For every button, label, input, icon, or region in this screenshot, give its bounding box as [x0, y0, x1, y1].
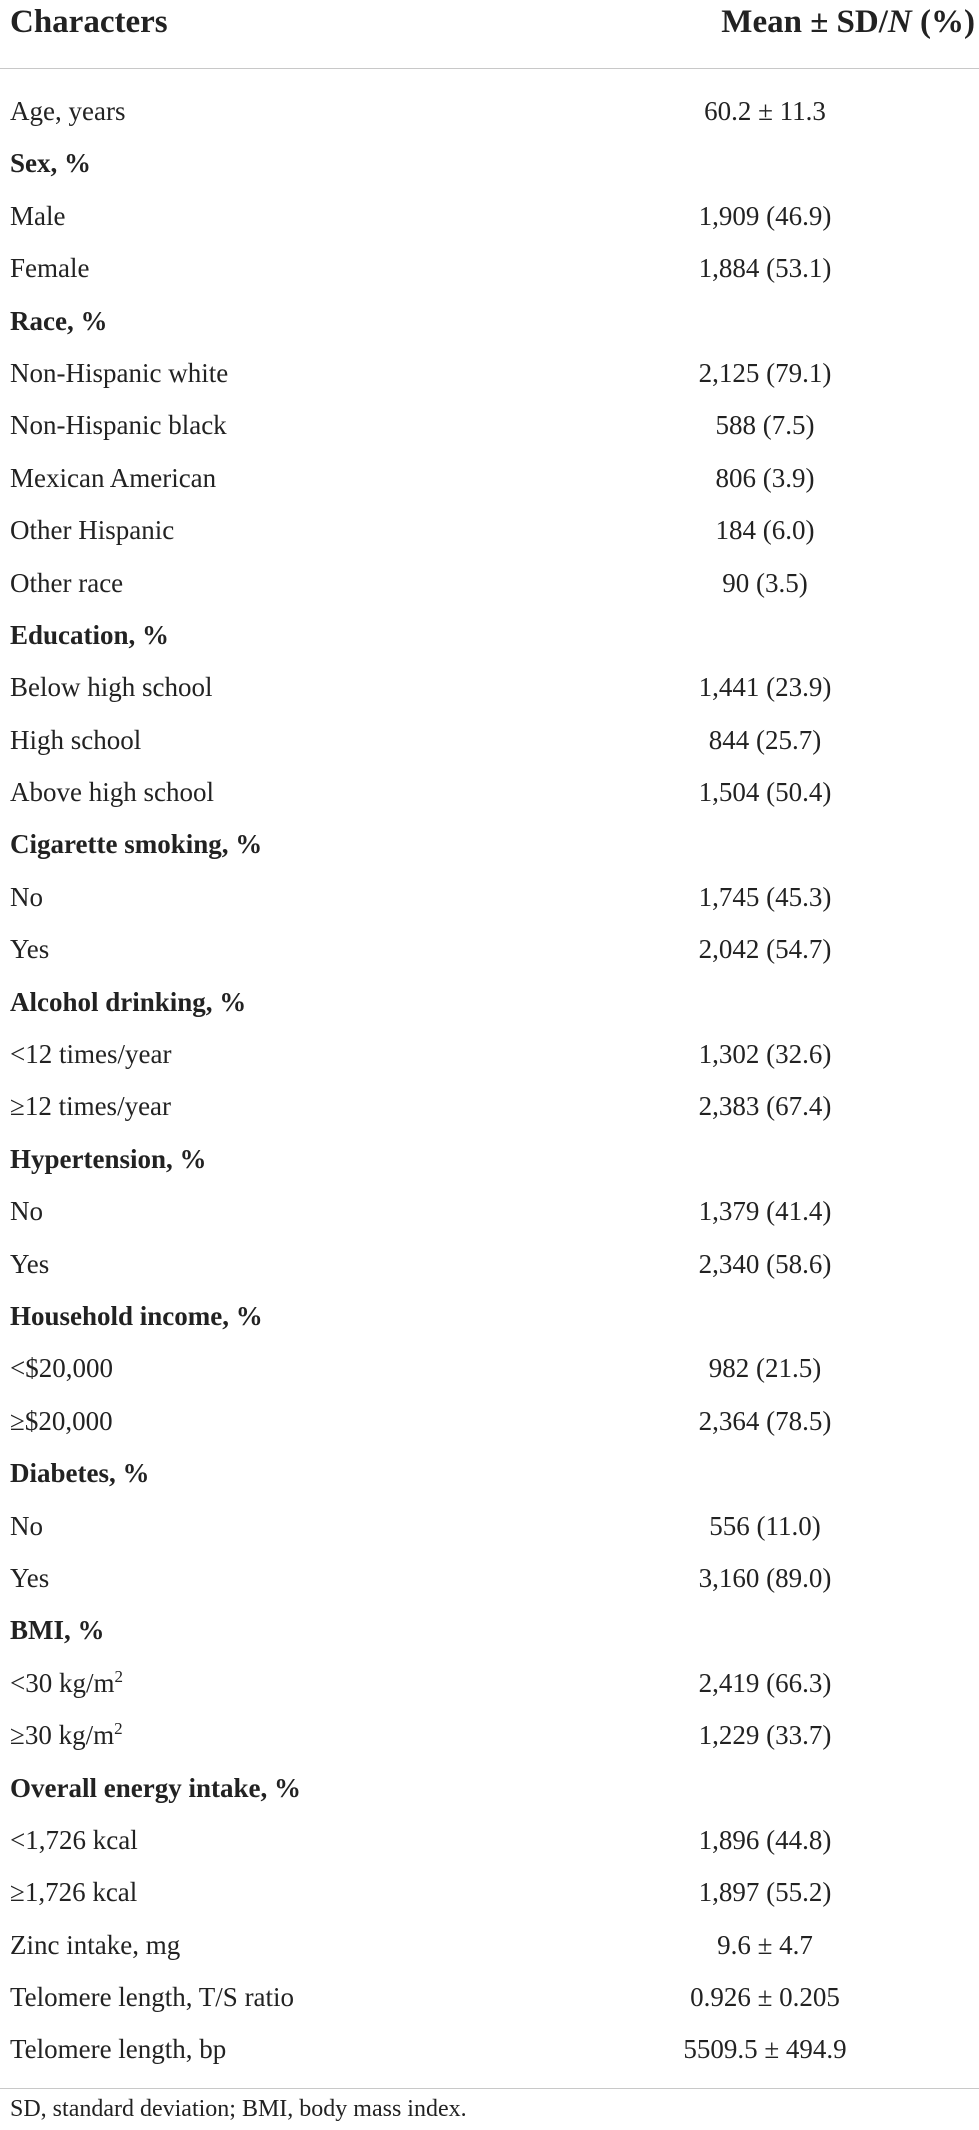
row-label-text: No — [10, 1510, 43, 1541]
section-heading-label — [10, 1458, 149, 1489]
row-value: 2,340 (58.6) — [698, 1248, 832, 1279]
table-row — [0, 929, 979, 981]
row-label — [10, 1511, 43, 1542]
row-label-text: Education, % — [10, 619, 170, 650]
section-heading-row — [0, 1610, 979, 1662]
row-value: 2,125 (79.1) — [698, 357, 832, 388]
row-label — [10, 1720, 123, 1751]
row-value: 184 (6.0) — [715, 515, 815, 546]
table-row — [0, 1977, 979, 2029]
row-label-text: <1,726 kcal — [10, 1824, 138, 1855]
table-row — [0, 772, 979, 824]
section-heading-row — [0, 824, 979, 876]
table-row — [0, 1558, 979, 1610]
row-value: 0.926 ± 0.205 — [690, 1982, 840, 2013]
row-value: 1,897 (55.2) — [698, 1877, 832, 1908]
row-value: 3,160 (89.0) — [698, 1562, 832, 1593]
row-label-text: Sex, % — [10, 148, 91, 179]
table-row — [0, 2029, 979, 2081]
row-label — [10, 1039, 171, 1070]
table-row — [0, 91, 979, 143]
table-row — [0, 196, 979, 248]
table-row — [0, 1244, 979, 1296]
table-row — [0, 667, 979, 719]
superscript: 2 — [114, 1719, 123, 1739]
row-label-text: Other Hispanic — [10, 515, 175, 546]
section-heading-row — [0, 1453, 979, 1505]
table-row — [0, 1820, 979, 1872]
row-label-text: Telomere length, T/S ratio — [10, 1982, 295, 2013]
row-label-text: ≥30 kg/m — [10, 1720, 115, 1751]
row-label-text: Zinc intake, mg — [10, 1929, 181, 1960]
row-value: 982 (21.5) — [708, 1353, 822, 1384]
row-value: 9.6 ± 4.7 — [717, 1929, 813, 1960]
table-row — [0, 1925, 979, 1977]
row-value: 60.2 ± 11.3 — [704, 96, 826, 126]
row-label — [10, 1668, 123, 1699]
table-row — [0, 1506, 979, 1558]
row-label-text: BMI, % — [10, 1615, 105, 1646]
section-heading-label — [10, 620, 169, 651]
table-row — [0, 1191, 979, 1243]
section-heading-row — [0, 301, 979, 353]
row-label — [10, 2034, 226, 2065]
section-heading-row — [0, 143, 979, 195]
row-label-text: Below high school — [10, 672, 213, 703]
row-label — [10, 777, 214, 808]
row-value: 1,229 (33.7) — [698, 1720, 832, 1751]
row-value: 2,383 (67.4) — [698, 1091, 832, 1122]
header-mean-sd — [721, 4, 975, 41]
superscript: 2 — [114, 1666, 123, 1686]
row-value: 588 (7.5) — [715, 410, 815, 441]
row-label-text: Diabetes, % — [10, 1458, 150, 1489]
row-label — [10, 672, 213, 703]
row-value: 1,896 (44.8) — [698, 1824, 832, 1855]
section-heading-label — [10, 987, 246, 1018]
row-label-text: <$20,000 — [10, 1353, 113, 1384]
header-characters: Characters — [10, 4, 168, 40]
row-label — [10, 725, 141, 756]
table-row — [0, 720, 979, 772]
row-label — [10, 1196, 43, 1227]
row-value: 1,302 (32.6) — [698, 1039, 832, 1070]
row-label-text: <12 times/year — [10, 1039, 172, 1070]
table-row — [0, 1872, 979, 1924]
row-label-text: Hypertension, % — [10, 1143, 207, 1174]
table-row — [0, 458, 979, 510]
table-row — [0, 405, 979, 457]
row-label — [10, 882, 43, 913]
section-heading-row — [0, 1139, 979, 1191]
table-row — [0, 1348, 979, 1400]
row-value: 556 (11.0) — [709, 1510, 821, 1541]
row-label — [10, 1825, 138, 1856]
table-row — [0, 248, 979, 300]
row-label-text: Cigarette smoking, % — [10, 829, 263, 860]
row-label-text: Household income, % — [10, 1300, 263, 1331]
table-footnote: SD, standard deviation; BMI, body mass index. — [10, 2096, 467, 2122]
section-heading-row — [0, 982, 979, 1034]
row-label — [10, 934, 49, 965]
row-label-text: No — [10, 1196, 43, 1227]
row-label-text: ≥1,726 kcal — [10, 1877, 138, 1908]
header-mean-sd-suffix: (%) — [911, 4, 975, 40]
section-heading-row — [0, 615, 979, 667]
row-label-text: Yes — [10, 1248, 50, 1279]
row-label — [10, 253, 89, 284]
row-value: 1,441 (23.9) — [698, 672, 832, 703]
table-row — [0, 1715, 979, 1767]
row-label — [10, 358, 228, 389]
row-label — [10, 1563, 49, 1594]
row-label — [10, 410, 227, 441]
table-row — [0, 1086, 979, 1138]
row-value: 90 (3.5) — [722, 567, 808, 598]
row-label-text: Alcohol drinking, % — [10, 986, 247, 1017]
section-heading-label — [10, 1615, 105, 1646]
row-value: 5509.5 ± 494.9 — [683, 2034, 847, 2065]
table-row — [0, 510, 979, 562]
row-label — [10, 1877, 137, 1908]
row-label — [10, 1406, 113, 1437]
row-label-text: Female — [10, 253, 90, 284]
section-heading-label — [10, 1144, 207, 1175]
row-label-text: Non-Hispanic white — [10, 357, 229, 388]
row-label-text: Above high school — [10, 777, 214, 808]
row-label — [10, 1353, 113, 1384]
row-label-text: No — [10, 881, 43, 912]
row-label — [10, 96, 125, 127]
table-header — [0, 0, 979, 69]
row-value: 1,504 (50.4) — [698, 777, 832, 808]
row-label — [10, 1091, 171, 1122]
row-label-text: <30 kg/m — [10, 1667, 115, 1698]
row-label-text: Male — [10, 200, 66, 231]
table-row — [0, 353, 979, 405]
row-label-text: Telomere length, bp — [10, 2034, 227, 2065]
row-label-text: High school — [10, 724, 142, 755]
row-value: 1,909 (46.9) — [698, 200, 832, 231]
row-value: 2,364 (78.5) — [698, 1405, 832, 1436]
row-label-text: Mexican American — [10, 462, 217, 493]
row-label-text: ≥$20,000 — [10, 1405, 113, 1436]
row-label-text: Age, years — [10, 96, 126, 126]
row-value: 1,379 (41.4) — [698, 1196, 832, 1227]
table-row — [0, 1034, 979, 1086]
row-label-text: Other race — [10, 567, 124, 598]
row-value: 2,042 (54.7) — [698, 934, 832, 965]
row-label — [10, 463, 216, 494]
row-label — [10, 201, 65, 232]
row-label — [10, 515, 174, 546]
section-heading-label — [10, 306, 107, 337]
row-value: 2,419 (66.3) — [698, 1667, 832, 1698]
row-label-text: Non-Hispanic black — [10, 410, 227, 441]
table-row — [0, 1401, 979, 1453]
row-label-text: Overall energy intake, % — [10, 1772, 301, 1803]
row-label-text: Yes — [10, 1562, 50, 1593]
row-value: 1,745 (45.3) — [698, 881, 832, 912]
row-label-text: ≥12 times/year — [10, 1091, 172, 1122]
section-heading-label — [10, 829, 262, 860]
section-heading-row — [0, 1768, 979, 1820]
section-heading-label — [10, 148, 91, 179]
row-value: 806 (3.9) — [715, 462, 815, 493]
footer-rule — [0, 2088, 979, 2089]
header-mean-sd-prefix: Mean ± SD/ — [721, 4, 888, 40]
row-label — [10, 1982, 294, 2013]
table-row — [0, 563, 979, 615]
section-heading-label — [10, 1301, 263, 1332]
table-row — [0, 877, 979, 929]
section-heading-row — [0, 1296, 979, 1348]
table-body — [0, 91, 979, 2082]
row-label-text: Race, % — [10, 305, 108, 336]
row-value: 844 (25.7) — [708, 724, 822, 755]
header-n-italic: N — [887, 4, 912, 40]
row-label — [10, 1249, 49, 1280]
section-heading-label — [10, 1773, 301, 1804]
row-label — [10, 568, 123, 599]
row-label-text: Yes — [10, 934, 50, 965]
table-row — [0, 1663, 979, 1715]
row-label — [10, 1930, 180, 1961]
row-value: 1,884 (53.1) — [698, 253, 832, 284]
